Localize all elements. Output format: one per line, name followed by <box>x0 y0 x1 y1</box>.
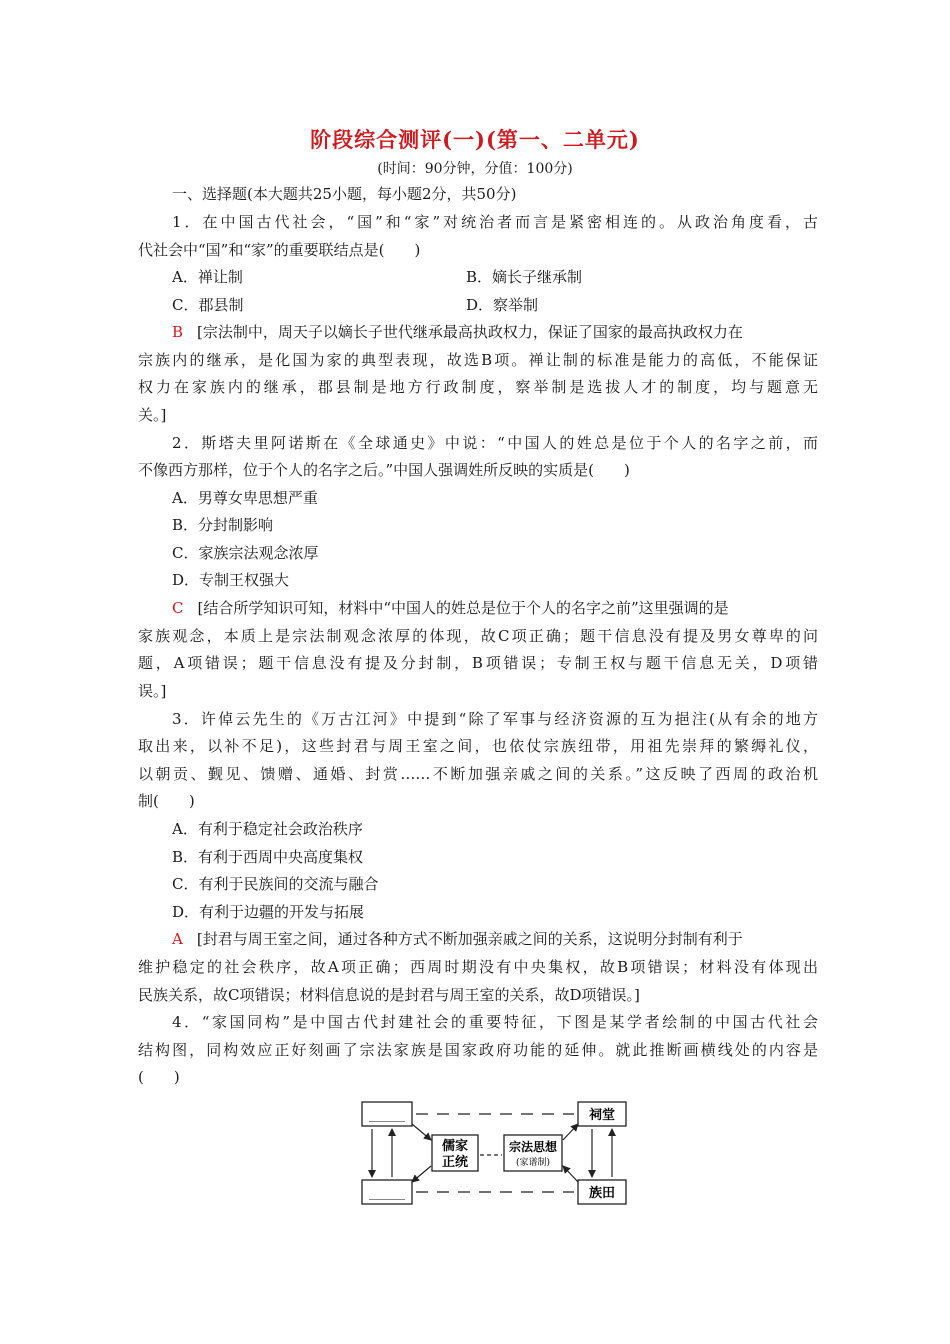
q3-option-c: C．有利于民族间的交流与融合 <box>172 875 379 893</box>
q4-stem-line-2: 结构图，同构效应正好刻画了宗法家族是国家政府功能的延伸。就此推断画横线处的内容是 <box>138 1041 818 1059</box>
q4-stem-line-3: ( ) <box>138 1068 180 1086</box>
clan-thought-sub-label: (家谱制) <box>515 1158 551 1168</box>
q2-explanation-line-1: C [结合所学知识可知，材料中“中国人的姓总是位于个人的名字之前”这里强调的是 <box>172 599 729 617</box>
q2-answer: C <box>172 599 184 617</box>
q2-stem-line-2: 不像西方那样，位于个人的名字之后。”中国人强调姓所反映的实质是( ) <box>138 461 630 479</box>
q1-stem-line-2: 代社会中“国”和“家”的重要联结点是( ) <box>138 241 421 259</box>
q1-explanation-line-2: 宗族内的继承，是化国为家的典型表现，故选B项。禅让制的标准是能力的高低，不能保证 <box>138 351 818 369</box>
q1-option-a: A．禅让制 <box>172 268 243 286</box>
q2-option-a: A．男尊女卑思想严重 <box>172 489 318 507</box>
q3-option-b: B．有利于西周中央高度集权 <box>172 848 364 866</box>
q2-option-d: D．专制王权强大 <box>172 571 290 589</box>
q2-option-b: B．分封制影响 <box>172 516 274 534</box>
ancestral-hall-label: 祠堂 <box>588 1108 616 1123</box>
q1-explanation-line-3: 权力在家族内的继承，郡县制是地方行政制度，察举制是选拔人才的制度，均与题意无 <box>138 378 818 396</box>
q3-option-a: A．有利于稳定社会政治秩序 <box>172 820 363 838</box>
section-heading: 一、选择题(本大题共25小题，每小题2分，共50分) <box>172 185 517 203</box>
q3-stem-line-2: 取出来，以补不足)，这些封君与周王室之间，也依仗宗族纽带，用祖先崇拜的繁缛礼仪， <box>138 737 818 755</box>
page-title: 阶段综合测评(一)(第一、二单元) <box>310 127 640 152</box>
q1-option-c: C．郡县制 <box>172 296 244 314</box>
q2-explanation-line-4: 误。] <box>138 682 167 700</box>
q4-stem-line-1: 4．“家国同构”是中国古代封建社会的重要特征，下图是某学者绘制的中国古代社会 <box>172 1013 818 1031</box>
confucian-label-1: 儒家 <box>441 1139 469 1154</box>
society-structure-diagram <box>340 1088 640 1218</box>
q2-stem-line-1: 2．斯塔夫里阿诺斯在《全球通史》中说：“中国人的姓总是位于个人的名字之前，而 <box>172 434 818 452</box>
q3-stem-line-4: 制( ) <box>138 792 195 810</box>
q1-explanation-line-4: 关。] <box>138 406 167 424</box>
q2-option-c: C．家族宗法观念浓厚 <box>172 544 319 562</box>
q3-stem-line-3: 以朝贡、觐见、馈赠、通婚、封赏……不断加强亲戚之间的关系。”这反映了西周的政治机 <box>138 765 818 783</box>
blank-top-label: ______ <box>369 1108 405 1122</box>
q3-option-d: D．有利于边疆的开发与拓展 <box>172 903 365 921</box>
q2-explanation-line-2: 家族观念，本质上是宗法制观念浓厚的体现，故C项正确；题干信息没有提及男女尊卑的问 <box>138 627 818 645</box>
q3-explanation-line-3: 民族关系，故C项错误；材料信息说的是封君与周王室的关系，故D项错误。] <box>138 986 640 1004</box>
q1-explanation-line-1: B [宗法制中，周天子以嫡长子世代继承最高执政权力，保证了国家的最高执政权力在 <box>172 323 743 341</box>
q3-answer: A <box>172 930 183 948</box>
blank-bottom-label: ______ <box>369 1186 405 1200</box>
q1-stem-line-1: 1．在中国古代社会，“国”和“家”对统治者而言是紧密相连的。从政治角度看，古 <box>172 213 818 231</box>
q3-stem-line-1: 3．许倬云先生的《万古江河》中提到“除了军事与经济资源的互为挹注(从有余的地方 <box>172 710 818 728</box>
q3-explanation-line-1: A [封君与周王室之间，通过各种方式不断加强亲戚之间的关系，这说明分封制有利于 <box>172 930 743 948</box>
q2-explanation-line-3: 题，A项错误；题干信息没有提及分封制，B项错误；专制王权与题干信息无关，D项错 <box>138 654 818 672</box>
confucian-label-2: 正统 <box>441 1155 469 1170</box>
clan-thought-label: 宗法思想 <box>508 1140 558 1154</box>
q1-option-d: D．察举制 <box>466 296 539 314</box>
q3-explanation-line-2: 维护稳定的社会秩序，故A项正确；西周时期没有中央集权，故B项错误；材料没有体现出 <box>138 958 818 976</box>
q1-option-b: B．嫡长子继承制 <box>466 268 583 286</box>
exam-info: (时间：90分钟，分值：100分) <box>377 161 573 177</box>
q1-answer: B <box>172 323 184 341</box>
clan-field-label: 族田 <box>588 1186 616 1201</box>
